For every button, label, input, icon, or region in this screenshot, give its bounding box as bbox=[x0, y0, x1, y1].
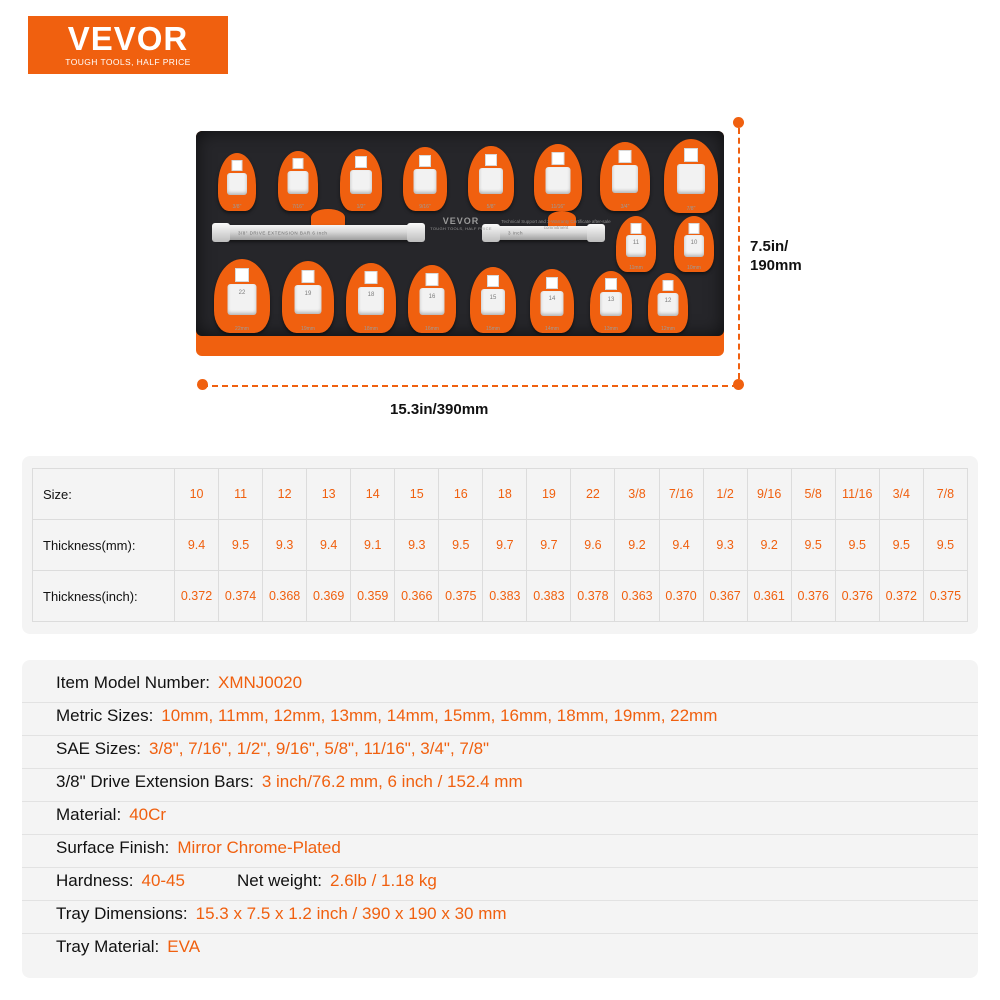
cell-thickness-inch: 0.375 bbox=[439, 571, 483, 622]
info-row-material bbox=[22, 802, 978, 835]
cell-size: 19 bbox=[527, 469, 571, 520]
brand-logo bbox=[28, 16, 228, 74]
wrench-metric-10 bbox=[674, 216, 714, 272]
cell-thickness-inch: 0.359 bbox=[351, 571, 395, 622]
wrench-sae-3-4 bbox=[600, 142, 650, 211]
info-value: 40-45 bbox=[141, 871, 185, 890]
wrench-metric-11 bbox=[616, 216, 656, 272]
info-label: Hardness: bbox=[56, 871, 134, 890]
cell-thickness-mm: 9.5 bbox=[923, 520, 967, 571]
cell-thickness-inch: 0.366 bbox=[395, 571, 439, 622]
tray-note-text: Technical Support and 3-Warranty Certificate after-sale commitment bbox=[501, 219, 611, 230]
dim-line-vertical bbox=[738, 128, 740, 379]
wrench-label: 19mm bbox=[301, 326, 315, 332]
wrench-label: 3/8" bbox=[232, 204, 242, 210]
dimension-width-label: 15.3in/390mm bbox=[390, 401, 489, 418]
extension-bar-short-text: 3 inch bbox=[508, 230, 524, 236]
wrench-metric-12 bbox=[648, 273, 688, 333]
wrench-size: 19 bbox=[304, 291, 312, 298]
cell-thickness-inch: 0.368 bbox=[263, 571, 307, 622]
cell-thickness-mm: 9.4 bbox=[659, 520, 703, 571]
info-value-net-weight: 2.6lb / 1.18 kg bbox=[330, 871, 437, 890]
cell-thickness-inch: 0.383 bbox=[483, 571, 527, 622]
cell-thickness-inch: 0.383 bbox=[527, 571, 571, 622]
dim-dot-top-right bbox=[733, 117, 744, 128]
info-label: Surface Finish: bbox=[56, 838, 170, 857]
info-label: Material: bbox=[56, 805, 122, 824]
info-value: Mirror Chrome-Plated bbox=[177, 838, 341, 857]
wrench-label: 3/4" bbox=[620, 204, 630, 210]
wrench-size: 13 bbox=[607, 297, 615, 304]
cell-thickness-mm: 9.2 bbox=[615, 520, 659, 571]
wrench-metric-15 bbox=[470, 267, 516, 333]
wrench-sae-7-8 bbox=[664, 139, 718, 213]
cell-size: 16 bbox=[439, 469, 483, 520]
cell-thickness-inch: 0.367 bbox=[703, 571, 747, 622]
wrench-size: 14 bbox=[548, 295, 556, 302]
cell-thickness-inch: 0.375 bbox=[923, 571, 967, 622]
info-row-metric-sizes bbox=[22, 703, 978, 736]
info-row-sae-sizes bbox=[22, 736, 978, 769]
cell-size: 1/2 bbox=[703, 469, 747, 520]
info-label: Item Model Number: bbox=[56, 673, 210, 692]
cell-thickness-mm: 9.5 bbox=[879, 520, 923, 571]
cell-thickness-inch: 0.376 bbox=[791, 571, 835, 622]
cell-thickness-mm: 9.5 bbox=[835, 520, 879, 571]
wrench-metric-14 bbox=[530, 269, 574, 333]
cell-thickness-mm: 9.5 bbox=[791, 520, 835, 571]
cell-size: 14 bbox=[351, 469, 395, 520]
tool-tray bbox=[196, 131, 724, 356]
cell-thickness-mm: 9.7 bbox=[527, 520, 571, 571]
wrench-metric-19 bbox=[282, 261, 334, 333]
wrench-label: 15mm bbox=[486, 326, 500, 332]
wrench-label: 22mm bbox=[235, 326, 249, 332]
cell-thickness-inch: 0.363 bbox=[615, 571, 659, 622]
info-label: 3/8" Drive Extension Bars: bbox=[56, 772, 254, 791]
wrench-size: 10 bbox=[690, 239, 698, 246]
wrench-size: 16 bbox=[428, 293, 436, 300]
row-header-thickness-inch: Thickness(inch): bbox=[33, 571, 175, 622]
wrench-metric-16 bbox=[408, 265, 456, 333]
wrench-label: 11mm bbox=[629, 265, 643, 271]
wrench-sae-11-16 bbox=[534, 144, 582, 211]
cell-thickness-inch: 0.374 bbox=[219, 571, 263, 622]
cell-thickness-mm: 9.4 bbox=[307, 520, 351, 571]
info-value: 40Cr bbox=[129, 805, 167, 824]
wrench-size: 12 bbox=[664, 298, 672, 305]
table-row bbox=[33, 520, 968, 571]
wrench-label: 18mm bbox=[364, 326, 378, 332]
info-value: EVA bbox=[167, 937, 201, 956]
cell-thickness-mm: 9.1 bbox=[351, 520, 395, 571]
info-label: Metric Sizes: bbox=[56, 706, 154, 725]
wrench-size: 15 bbox=[489, 294, 497, 301]
table-row bbox=[33, 571, 968, 622]
cell-size: 11/16 bbox=[835, 469, 879, 520]
info-label: Tray Dimensions: bbox=[56, 904, 188, 923]
info-label-net-weight: Net weight: bbox=[236, 871, 323, 890]
row-header-thickness-mm: Thickness(mm): bbox=[33, 520, 175, 571]
wrench-label: 1/2" bbox=[356, 204, 366, 210]
cell-size: 3/4 bbox=[879, 469, 923, 520]
product-image bbox=[0, 95, 1000, 425]
cell-thickness-inch: 0.372 bbox=[879, 571, 923, 622]
wrench-label: 7/8" bbox=[686, 206, 696, 212]
dim-line-horizontal bbox=[202, 385, 738, 387]
wrench-label: 10mm bbox=[687, 265, 701, 271]
cell-size: 11 bbox=[219, 469, 263, 520]
info-label: SAE Sizes: bbox=[56, 739, 142, 758]
row-header-size: Size: bbox=[33, 469, 175, 520]
info-row-model-number bbox=[22, 670, 978, 703]
cell-thickness-mm: 9.3 bbox=[703, 520, 747, 571]
cell-size: 13 bbox=[307, 469, 351, 520]
tray-foam bbox=[196, 131, 724, 336]
info-value: 3/8", 7/16", 1/2", 9/16", 5/8", 11/16", 3/4", 7/8" bbox=[149, 739, 490, 758]
cell-thickness-mm: 9.7 bbox=[483, 520, 527, 571]
info-value: 10mm, 11mm, 12mm, 13mm, 14mm, 15mm, 16mm, 18mm, 19mm, 22mm bbox=[161, 706, 718, 725]
info-value: XMNJ0020 bbox=[218, 673, 303, 692]
wrench-sae-7-16 bbox=[278, 151, 318, 211]
wrench-label: 11/16" bbox=[551, 204, 565, 210]
brand-name: VEVOR bbox=[67, 20, 189, 57]
table-row bbox=[33, 469, 968, 520]
wrench-label: 9/16" bbox=[419, 204, 431, 210]
wrench-size: 22 bbox=[238, 290, 246, 297]
cell-size: 9/16 bbox=[747, 469, 791, 520]
bar-knob-long bbox=[311, 209, 345, 226]
brand-tagline: TOUGH TOOLS, HALF PRICE bbox=[65, 57, 191, 67]
cell-thickness-mm: 9.6 bbox=[571, 520, 615, 571]
product-info-panel bbox=[22, 660, 978, 978]
wrench-label: 7/16" bbox=[292, 204, 304, 210]
wrench-sae-3-8 bbox=[218, 153, 256, 211]
extension-bar-long-text: 3/8" DRIVE EXTENSION BAR 6 inch bbox=[238, 230, 328, 235]
info-row-surface-finish bbox=[22, 835, 978, 868]
cell-size: 5/8 bbox=[791, 469, 835, 520]
info-row-hardness-weight bbox=[22, 868, 978, 901]
wrench-label: 14mm bbox=[545, 326, 559, 332]
wrench-metric-13 bbox=[590, 271, 632, 333]
cell-size: 7/8 bbox=[923, 469, 967, 520]
cell-thickness-inch: 0.369 bbox=[307, 571, 351, 622]
wrench-sae-1-2 bbox=[340, 149, 382, 211]
wrench-label: 13mm bbox=[604, 326, 618, 332]
info-value: 15.3 x 7.5 x 1.2 inch / 390 x 190 x 30 mm bbox=[195, 904, 507, 923]
wrench-sae-5-8 bbox=[468, 146, 514, 211]
wrench-sae-9-16 bbox=[403, 147, 447, 211]
wrench-label: 5/8" bbox=[486, 204, 496, 210]
info-row-tray-material bbox=[22, 934, 978, 966]
cell-thickness-mm: 9.4 bbox=[175, 520, 219, 571]
cell-thickness-inch: 0.376 bbox=[835, 571, 879, 622]
wrench-metric-18 bbox=[346, 263, 396, 333]
cell-size: 15 bbox=[395, 469, 439, 520]
wrench-size: 18 bbox=[367, 292, 375, 299]
info-row-tray-dimensions bbox=[22, 901, 978, 934]
cell-thickness-mm: 9.2 bbox=[747, 520, 791, 571]
info-label: Tray Material: bbox=[56, 937, 160, 956]
wrench-label: 16mm bbox=[425, 326, 439, 332]
cell-thickness-mm: 9.5 bbox=[219, 520, 263, 571]
cell-thickness-mm: 9.3 bbox=[395, 520, 439, 571]
dimension-height-label: 7.5in/ 190mm bbox=[750, 238, 802, 274]
extension-bar-6-inch bbox=[216, 225, 421, 240]
cell-thickness-inch: 0.378 bbox=[571, 571, 615, 622]
tray-brand-text: VEVOR TOUGH TOOLS, HALF PRICE bbox=[430, 216, 492, 231]
specification-table bbox=[22, 456, 978, 634]
cell-thickness-inch: 0.372 bbox=[175, 571, 219, 622]
cell-size: 18 bbox=[483, 469, 527, 520]
cell-size: 12 bbox=[263, 469, 307, 520]
cell-thickness-inch: 0.370 bbox=[659, 571, 703, 622]
info-row-extension-bars bbox=[22, 769, 978, 802]
cell-size: 22 bbox=[571, 469, 615, 520]
info-value: 3 inch/76.2 mm, 6 inch / 152.4 mm bbox=[261, 772, 523, 791]
cell-thickness-mm: 9.3 bbox=[263, 520, 307, 571]
cell-size: 10 bbox=[175, 469, 219, 520]
cell-size: 3/8 bbox=[615, 469, 659, 520]
cell-thickness-inch: 0.361 bbox=[747, 571, 791, 622]
cell-thickness-mm: 9.5 bbox=[439, 520, 483, 571]
wrench-label: 12mm bbox=[661, 326, 675, 332]
wrench-metric-22 bbox=[214, 259, 270, 333]
cell-size: 7/16 bbox=[659, 469, 703, 520]
wrench-size: 11 bbox=[632, 239, 640, 246]
